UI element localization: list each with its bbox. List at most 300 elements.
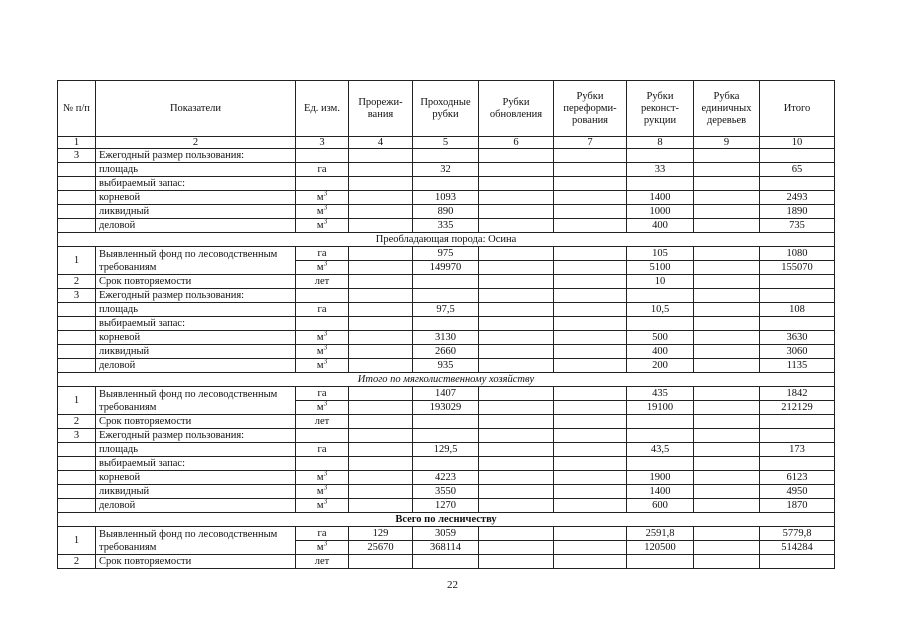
value-cell xyxy=(694,429,760,443)
section-heading-row xyxy=(58,233,835,247)
value-cell: 1270 xyxy=(413,499,479,513)
table-row xyxy=(58,317,835,331)
value-cell: 3060 xyxy=(760,345,835,359)
unit-cell xyxy=(296,429,349,443)
value-cell xyxy=(694,457,760,471)
value-cell: 193029 xyxy=(413,401,479,415)
value-cell xyxy=(554,247,627,261)
unit-superscript: 3 xyxy=(323,190,328,198)
row-number: 1 xyxy=(58,247,96,275)
value-cell xyxy=(413,275,479,289)
value-cell xyxy=(627,177,694,191)
value-cell xyxy=(413,429,479,443)
unit-superscript: 3 xyxy=(323,484,328,492)
value-cell: 975 xyxy=(413,247,479,261)
header-indicators: Показатели xyxy=(96,81,296,137)
value-cell xyxy=(760,289,835,303)
column-number: 8 xyxy=(627,137,694,149)
row-label: ликвидный xyxy=(96,205,296,219)
value-cell xyxy=(694,541,760,555)
value-cell xyxy=(479,247,554,261)
value-cell xyxy=(694,205,760,219)
row-label: деловой xyxy=(96,219,296,233)
value-cell xyxy=(349,359,413,373)
unit-cell xyxy=(296,471,349,485)
unit-cell xyxy=(296,275,349,289)
value-cell xyxy=(554,177,627,191)
row-label: площадь xyxy=(96,303,296,317)
value-cell xyxy=(479,527,554,541)
row-number: 3 xyxy=(58,289,96,303)
column-number: 3 xyxy=(296,137,349,149)
value-cell: 212129 xyxy=(760,401,835,415)
unit-text: м xyxy=(316,206,324,217)
row-label: ликвидный xyxy=(96,485,296,499)
row-label: площадь xyxy=(96,163,296,177)
row-label: корневой xyxy=(96,191,296,205)
value-cell xyxy=(349,177,413,191)
value-cell xyxy=(760,429,835,443)
table-row xyxy=(58,527,835,541)
value-cell: 105 xyxy=(627,247,694,261)
unit-text: лет xyxy=(314,276,330,287)
value-cell xyxy=(349,317,413,331)
value-cell: 4223 xyxy=(413,471,479,485)
value-cell: 97,5 xyxy=(413,303,479,317)
unit-cell xyxy=(296,401,349,415)
row-label: Выявленный фонд по лесоводственным требованиям xyxy=(96,387,296,415)
row-number xyxy=(58,359,96,373)
row-number xyxy=(58,345,96,359)
value-cell xyxy=(694,177,760,191)
table-row xyxy=(58,387,835,401)
row-label: площадь xyxy=(96,443,296,457)
value-cell: 514284 xyxy=(760,541,835,555)
row-number xyxy=(58,457,96,471)
value-cell xyxy=(694,471,760,485)
value-cell: 3550 xyxy=(413,485,479,499)
value-cell xyxy=(479,443,554,457)
value-cell xyxy=(479,387,554,401)
value-cell: 1890 xyxy=(760,205,835,219)
value-cell: 5100 xyxy=(627,261,694,275)
value-cell xyxy=(413,149,479,163)
unit-superscript: 3 xyxy=(323,540,328,548)
value-cell: 108 xyxy=(760,303,835,317)
value-cell: 2660 xyxy=(413,345,479,359)
unit-text: м xyxy=(316,402,324,413)
unit-text: м xyxy=(316,192,324,203)
value-cell xyxy=(413,457,479,471)
value-cell xyxy=(760,149,835,163)
value-cell xyxy=(694,261,760,275)
value-cell xyxy=(694,555,760,569)
unit-text: м xyxy=(316,332,324,343)
unit-cell xyxy=(296,555,349,569)
row-number: 2 xyxy=(58,415,96,429)
unit-text: м xyxy=(316,360,324,371)
value-cell: 129 xyxy=(349,527,413,541)
value-cell xyxy=(349,387,413,401)
unit-cell xyxy=(296,149,349,163)
unit-cell xyxy=(296,345,349,359)
value-cell xyxy=(694,387,760,401)
value-cell xyxy=(627,555,694,569)
value-cell: 335 xyxy=(413,219,479,233)
value-cell xyxy=(760,457,835,471)
table-row xyxy=(58,471,835,485)
value-cell xyxy=(554,275,627,289)
value-cell xyxy=(413,289,479,303)
value-cell: 1135 xyxy=(760,359,835,373)
unit-text: га xyxy=(317,304,327,315)
value-cell xyxy=(479,275,554,289)
table-row xyxy=(58,191,835,205)
value-cell: 1080 xyxy=(760,247,835,261)
unit-text: м xyxy=(316,472,324,483)
value-cell xyxy=(349,555,413,569)
value-cell xyxy=(413,415,479,429)
value-cell xyxy=(554,163,627,177)
column-number: 5 xyxy=(413,137,479,149)
value-cell xyxy=(627,457,694,471)
value-cell xyxy=(479,177,554,191)
value-cell xyxy=(554,317,627,331)
row-label: Ежегодный размер пользования: xyxy=(96,289,296,303)
value-cell xyxy=(479,331,554,345)
value-cell: 1407 xyxy=(413,387,479,401)
value-cell xyxy=(349,191,413,205)
value-cell xyxy=(413,177,479,191)
value-cell xyxy=(554,191,627,205)
row-label: Выявленный фонд по лесоводственным требованиям xyxy=(96,527,296,555)
table-row xyxy=(58,499,835,513)
value-cell xyxy=(627,289,694,303)
value-cell xyxy=(694,303,760,317)
page-number: 22 xyxy=(447,579,458,591)
table-row xyxy=(58,205,835,219)
value-cell: 155070 xyxy=(760,261,835,275)
value-cell xyxy=(349,205,413,219)
value-cell: 33 xyxy=(627,163,694,177)
unit-text: га xyxy=(317,248,327,259)
value-cell xyxy=(349,303,413,317)
value-cell: 435 xyxy=(627,387,694,401)
unit-cell xyxy=(296,541,349,555)
row-number xyxy=(58,303,96,317)
column-number: 2 xyxy=(96,137,296,149)
unit-cell xyxy=(296,527,349,541)
row-label: корневой xyxy=(96,471,296,485)
table-row xyxy=(58,345,835,359)
row-number xyxy=(58,205,96,219)
value-cell: 400 xyxy=(627,219,694,233)
value-cell: 10 xyxy=(627,275,694,289)
value-cell: 173 xyxy=(760,443,835,457)
unit-cell xyxy=(296,387,349,401)
value-cell xyxy=(554,149,627,163)
value-cell: 25670 xyxy=(349,541,413,555)
row-label: деловой xyxy=(96,499,296,513)
value-cell: 368114 xyxy=(413,541,479,555)
value-cell xyxy=(554,261,627,275)
row-label: корневой xyxy=(96,331,296,345)
value-cell xyxy=(554,289,627,303)
value-cell: 10,5 xyxy=(627,303,694,317)
value-cell: 65 xyxy=(760,163,835,177)
unit-text: м xyxy=(316,346,324,357)
unit-text: га xyxy=(317,388,327,399)
value-cell xyxy=(349,471,413,485)
value-cell xyxy=(349,149,413,163)
header-single: Рубка единичных деревьев xyxy=(694,81,760,137)
value-cell xyxy=(554,205,627,219)
unit-text: м xyxy=(316,220,324,231)
unit-superscript: 3 xyxy=(323,498,328,506)
unit-text: лет xyxy=(314,556,330,567)
table-row xyxy=(58,149,835,163)
value-cell: 2591,8 xyxy=(627,527,694,541)
row-number xyxy=(58,163,96,177)
value-cell: 149970 xyxy=(413,261,479,275)
value-cell xyxy=(554,415,627,429)
value-cell: 935 xyxy=(413,359,479,373)
value-cell xyxy=(479,471,554,485)
value-cell xyxy=(554,387,627,401)
unit-cell xyxy=(296,261,349,275)
unit-superscript: 3 xyxy=(323,470,328,478)
value-cell xyxy=(694,345,760,359)
table-body xyxy=(58,137,835,569)
value-cell: 1870 xyxy=(760,499,835,513)
value-cell xyxy=(554,345,627,359)
value-cell xyxy=(349,219,413,233)
column-number: 1 xyxy=(58,137,96,149)
section-heading: Итого по мягколиственному хозяйству xyxy=(58,373,835,387)
header-unit: Ед. изм. xyxy=(296,81,349,137)
unit-cell xyxy=(296,191,349,205)
value-cell xyxy=(349,429,413,443)
row-number xyxy=(58,499,96,513)
value-cell xyxy=(479,429,554,443)
unit-text: м xyxy=(316,500,324,511)
value-cell: 6123 xyxy=(760,471,835,485)
row-label: деловой xyxy=(96,359,296,373)
section-heading: Всего по лесничеству xyxy=(58,513,835,527)
row-number: 1 xyxy=(58,527,96,555)
value-cell xyxy=(694,219,760,233)
column-number: 6 xyxy=(479,137,554,149)
section-heading-row xyxy=(58,513,835,527)
value-cell xyxy=(760,275,835,289)
table-row xyxy=(58,359,835,373)
value-cell xyxy=(479,303,554,317)
unit-superscript: 3 xyxy=(323,400,328,408)
unit-cell xyxy=(296,331,349,345)
value-cell xyxy=(479,205,554,219)
value-cell xyxy=(627,149,694,163)
value-cell xyxy=(349,499,413,513)
value-cell: 43,5 xyxy=(627,443,694,457)
unit-superscript: 3 xyxy=(323,358,328,366)
table-row xyxy=(58,303,835,317)
row-label: выбираемый запас: xyxy=(96,177,296,191)
value-cell xyxy=(349,163,413,177)
unit-superscript: 3 xyxy=(323,344,328,352)
section-heading-row xyxy=(58,373,835,387)
value-cell xyxy=(479,485,554,499)
table-row xyxy=(58,457,835,471)
row-label: Срок повторяемости xyxy=(96,275,296,289)
row-label: выбираемый запас: xyxy=(96,317,296,331)
row-number xyxy=(58,443,96,457)
value-cell xyxy=(554,429,627,443)
table-row xyxy=(58,555,835,569)
value-cell xyxy=(349,289,413,303)
unit-cell xyxy=(296,499,349,513)
value-cell xyxy=(694,527,760,541)
unit-cell xyxy=(296,205,349,219)
value-cell xyxy=(694,499,760,513)
value-cell: 1842 xyxy=(760,387,835,401)
unit-cell xyxy=(296,457,349,471)
table-row xyxy=(58,443,835,457)
value-cell: 5779,8 xyxy=(760,527,835,541)
unit-cell xyxy=(296,289,349,303)
row-label: выбираемый запас: xyxy=(96,457,296,471)
header-num: № п/п xyxy=(58,81,96,137)
table-row xyxy=(58,247,835,261)
value-cell xyxy=(479,555,554,569)
value-cell: 2493 xyxy=(760,191,835,205)
value-cell: 890 xyxy=(413,205,479,219)
value-cell xyxy=(760,415,835,429)
value-cell xyxy=(694,163,760,177)
value-cell xyxy=(349,331,413,345)
unit-text: га xyxy=(317,164,327,175)
value-cell xyxy=(479,345,554,359)
value-cell xyxy=(479,219,554,233)
header-reform: Рубки переформи- рования xyxy=(554,81,627,137)
value-cell xyxy=(694,485,760,499)
table-header xyxy=(58,81,835,137)
value-cell xyxy=(554,359,627,373)
value-cell xyxy=(413,317,479,331)
value-cell xyxy=(694,275,760,289)
value-cell: 1093 xyxy=(413,191,479,205)
table-row xyxy=(58,429,835,443)
value-cell xyxy=(694,443,760,457)
value-cell xyxy=(554,541,627,555)
value-cell xyxy=(760,555,835,569)
unit-superscript: 3 xyxy=(323,218,328,226)
value-cell xyxy=(479,261,554,275)
row-number: 1 xyxy=(58,387,96,415)
section-heading: Преобладающая порода: Осина xyxy=(58,233,835,247)
value-cell xyxy=(479,289,554,303)
row-label: Срок повторяемости xyxy=(96,555,296,569)
value-cell: 3130 xyxy=(413,331,479,345)
value-cell xyxy=(554,527,627,541)
table-row xyxy=(58,275,835,289)
value-cell xyxy=(479,317,554,331)
column-number: 10 xyxy=(760,137,835,149)
header-passage: Проходные рубки xyxy=(413,81,479,137)
value-cell xyxy=(479,541,554,555)
header-reconstruct: Рубки реконст- рукции xyxy=(627,81,694,137)
value-cell: 19100 xyxy=(627,401,694,415)
value-cell xyxy=(554,219,627,233)
value-cell xyxy=(627,429,694,443)
value-cell xyxy=(349,261,413,275)
row-number xyxy=(58,177,96,191)
value-cell: 120500 xyxy=(627,541,694,555)
value-cell: 129,5 xyxy=(413,443,479,457)
table-row xyxy=(58,289,835,303)
row-label: Ежегодный размер пользования: xyxy=(96,429,296,443)
unit-text: м xyxy=(316,486,324,497)
value-cell: 200 xyxy=(627,359,694,373)
value-cell xyxy=(554,331,627,345)
value-cell xyxy=(479,401,554,415)
unit-cell xyxy=(296,359,349,373)
unit-cell xyxy=(296,247,349,261)
row-label: Выявленный фонд по лесоводственным требованиям xyxy=(96,247,296,275)
value-cell xyxy=(554,457,627,471)
value-cell xyxy=(694,415,760,429)
unit-superscript: 3 xyxy=(323,260,328,268)
unit-text: га xyxy=(317,528,327,539)
value-cell: 32 xyxy=(413,163,479,177)
value-cell xyxy=(694,191,760,205)
value-cell xyxy=(349,443,413,457)
unit-cell xyxy=(296,317,349,331)
value-cell xyxy=(760,317,835,331)
unit-text: м xyxy=(316,262,324,273)
unit-cell xyxy=(296,443,349,457)
value-cell xyxy=(627,415,694,429)
value-cell xyxy=(554,303,627,317)
column-number: 4 xyxy=(349,137,413,149)
value-cell xyxy=(554,485,627,499)
table-row xyxy=(58,415,835,429)
row-label: ликвидный xyxy=(96,345,296,359)
value-cell xyxy=(349,485,413,499)
row-number xyxy=(58,331,96,345)
value-cell: 735 xyxy=(760,219,835,233)
value-cell xyxy=(413,555,479,569)
unit-text: лет xyxy=(314,416,330,427)
table-row xyxy=(58,485,835,499)
value-cell: 600 xyxy=(627,499,694,513)
table-row xyxy=(58,163,835,177)
row-number xyxy=(58,317,96,331)
value-cell xyxy=(479,191,554,205)
row-number xyxy=(58,219,96,233)
value-cell xyxy=(349,415,413,429)
unit-superscript: 3 xyxy=(323,204,328,212)
row-number xyxy=(58,471,96,485)
row-label: Срок повторяемости xyxy=(96,415,296,429)
row-number: 2 xyxy=(58,555,96,569)
value-cell xyxy=(694,289,760,303)
unit-cell xyxy=(296,415,349,429)
value-cell: 3059 xyxy=(413,527,479,541)
value-cell xyxy=(694,331,760,345)
column-number-row xyxy=(58,137,835,149)
value-cell xyxy=(627,317,694,331)
value-cell xyxy=(479,163,554,177)
